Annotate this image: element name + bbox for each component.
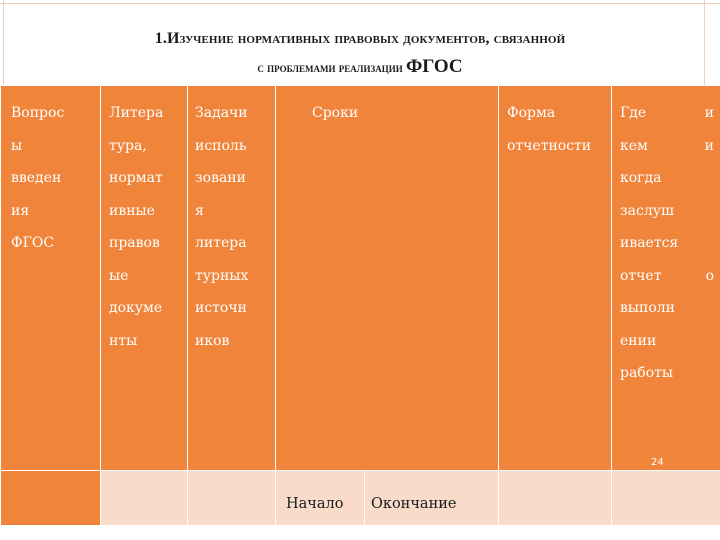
cell-line: работы bbox=[620, 365, 674, 381]
col-gde-lines bbox=[612, 86, 720, 390]
cell-line: отчетности bbox=[507, 137, 592, 154]
col-zadachi-lines bbox=[188, 86, 275, 357]
cell-line: нты bbox=[109, 332, 138, 349]
cell-line: Форма bbox=[507, 105, 556, 121]
header-sroki: Сроки bbox=[312, 105, 359, 121]
title-fgos: ФГОС bbox=[405, 55, 463, 77]
footer-cell-forma bbox=[499, 471, 612, 526]
col-zadachi bbox=[188, 86, 276, 471]
title-line-1 bbox=[40, 26, 680, 52]
cell-line: тура, bbox=[109, 137, 147, 154]
footer-cell-literatura bbox=[101, 471, 188, 526]
cell-line: турных bbox=[195, 267, 249, 284]
col-literatura-lines bbox=[101, 86, 187, 357]
cell-line: Литера bbox=[109, 105, 164, 121]
col-literatura bbox=[101, 86, 188, 471]
footer-cell-vopros bbox=[1, 471, 101, 526]
footer-cell-start bbox=[276, 471, 365, 526]
cell-line: ы bbox=[11, 137, 23, 154]
cell-line: введен bbox=[11, 170, 62, 186]
cell-line: Где и bbox=[620, 105, 714, 121]
footer-cell-gde bbox=[612, 471, 720, 526]
cell-line: иков bbox=[195, 332, 230, 349]
cell-line: когда bbox=[620, 170, 662, 186]
decorative-line-left bbox=[3, 0, 4, 96]
cell-line: докуме bbox=[109, 300, 163, 316]
title-line-2-text: с проблемами реализации bbox=[257, 59, 403, 75]
cell-line: выполн bbox=[620, 300, 676, 316]
title-line-2 bbox=[40, 52, 680, 82]
cell-line: Вопрос bbox=[11, 105, 65, 121]
col-sroki bbox=[276, 86, 499, 471]
cell-line: исполь bbox=[195, 137, 247, 154]
cell-line: ивные bbox=[109, 202, 155, 219]
table-footer-row bbox=[1, 471, 720, 526]
cell-line: ивается bbox=[620, 235, 679, 251]
cell-line: источн bbox=[195, 300, 247, 316]
cell-line: ении bbox=[620, 332, 657, 349]
col-gde bbox=[612, 86, 720, 471]
cell-line: зовани bbox=[195, 170, 246, 186]
footer-end-label: Окончание bbox=[371, 496, 457, 512]
cell-line: я bbox=[195, 202, 204, 219]
footer-cell-zadachi bbox=[188, 471, 276, 526]
cell-line: кем и bbox=[620, 137, 714, 154]
cell-line: ия bbox=[11, 202, 30, 219]
col-forma bbox=[499, 86, 612, 471]
cell-line: ые bbox=[109, 267, 129, 284]
slide-title bbox=[40, 26, 680, 82]
cell-line: нормат bbox=[109, 170, 163, 186]
documents-table bbox=[0, 85, 720, 526]
cell-line: заслуш bbox=[620, 202, 674, 219]
col-vopros bbox=[1, 86, 101, 471]
footer-cell-end bbox=[365, 471, 499, 526]
cell-line: литера bbox=[195, 235, 247, 251]
decorative-line-right bbox=[704, 0, 705, 96]
col-forma-lines bbox=[499, 86, 611, 162]
title-line-1-text: 1.Изучение нормативных правовых документов, связанной bbox=[154, 30, 566, 47]
page-number: 24 bbox=[651, 457, 664, 468]
col-vopros-lines bbox=[1, 86, 100, 260]
cell-line: Задачи bbox=[195, 105, 248, 121]
footer-start-label: Начало bbox=[286, 496, 344, 512]
cell-line: ФГОС bbox=[11, 235, 55, 251]
decorative-line-top bbox=[0, 3, 720, 4]
table-body-row bbox=[1, 86, 720, 471]
cell-line: правов bbox=[109, 235, 160, 251]
cell-line: отчет о bbox=[620, 267, 714, 284]
